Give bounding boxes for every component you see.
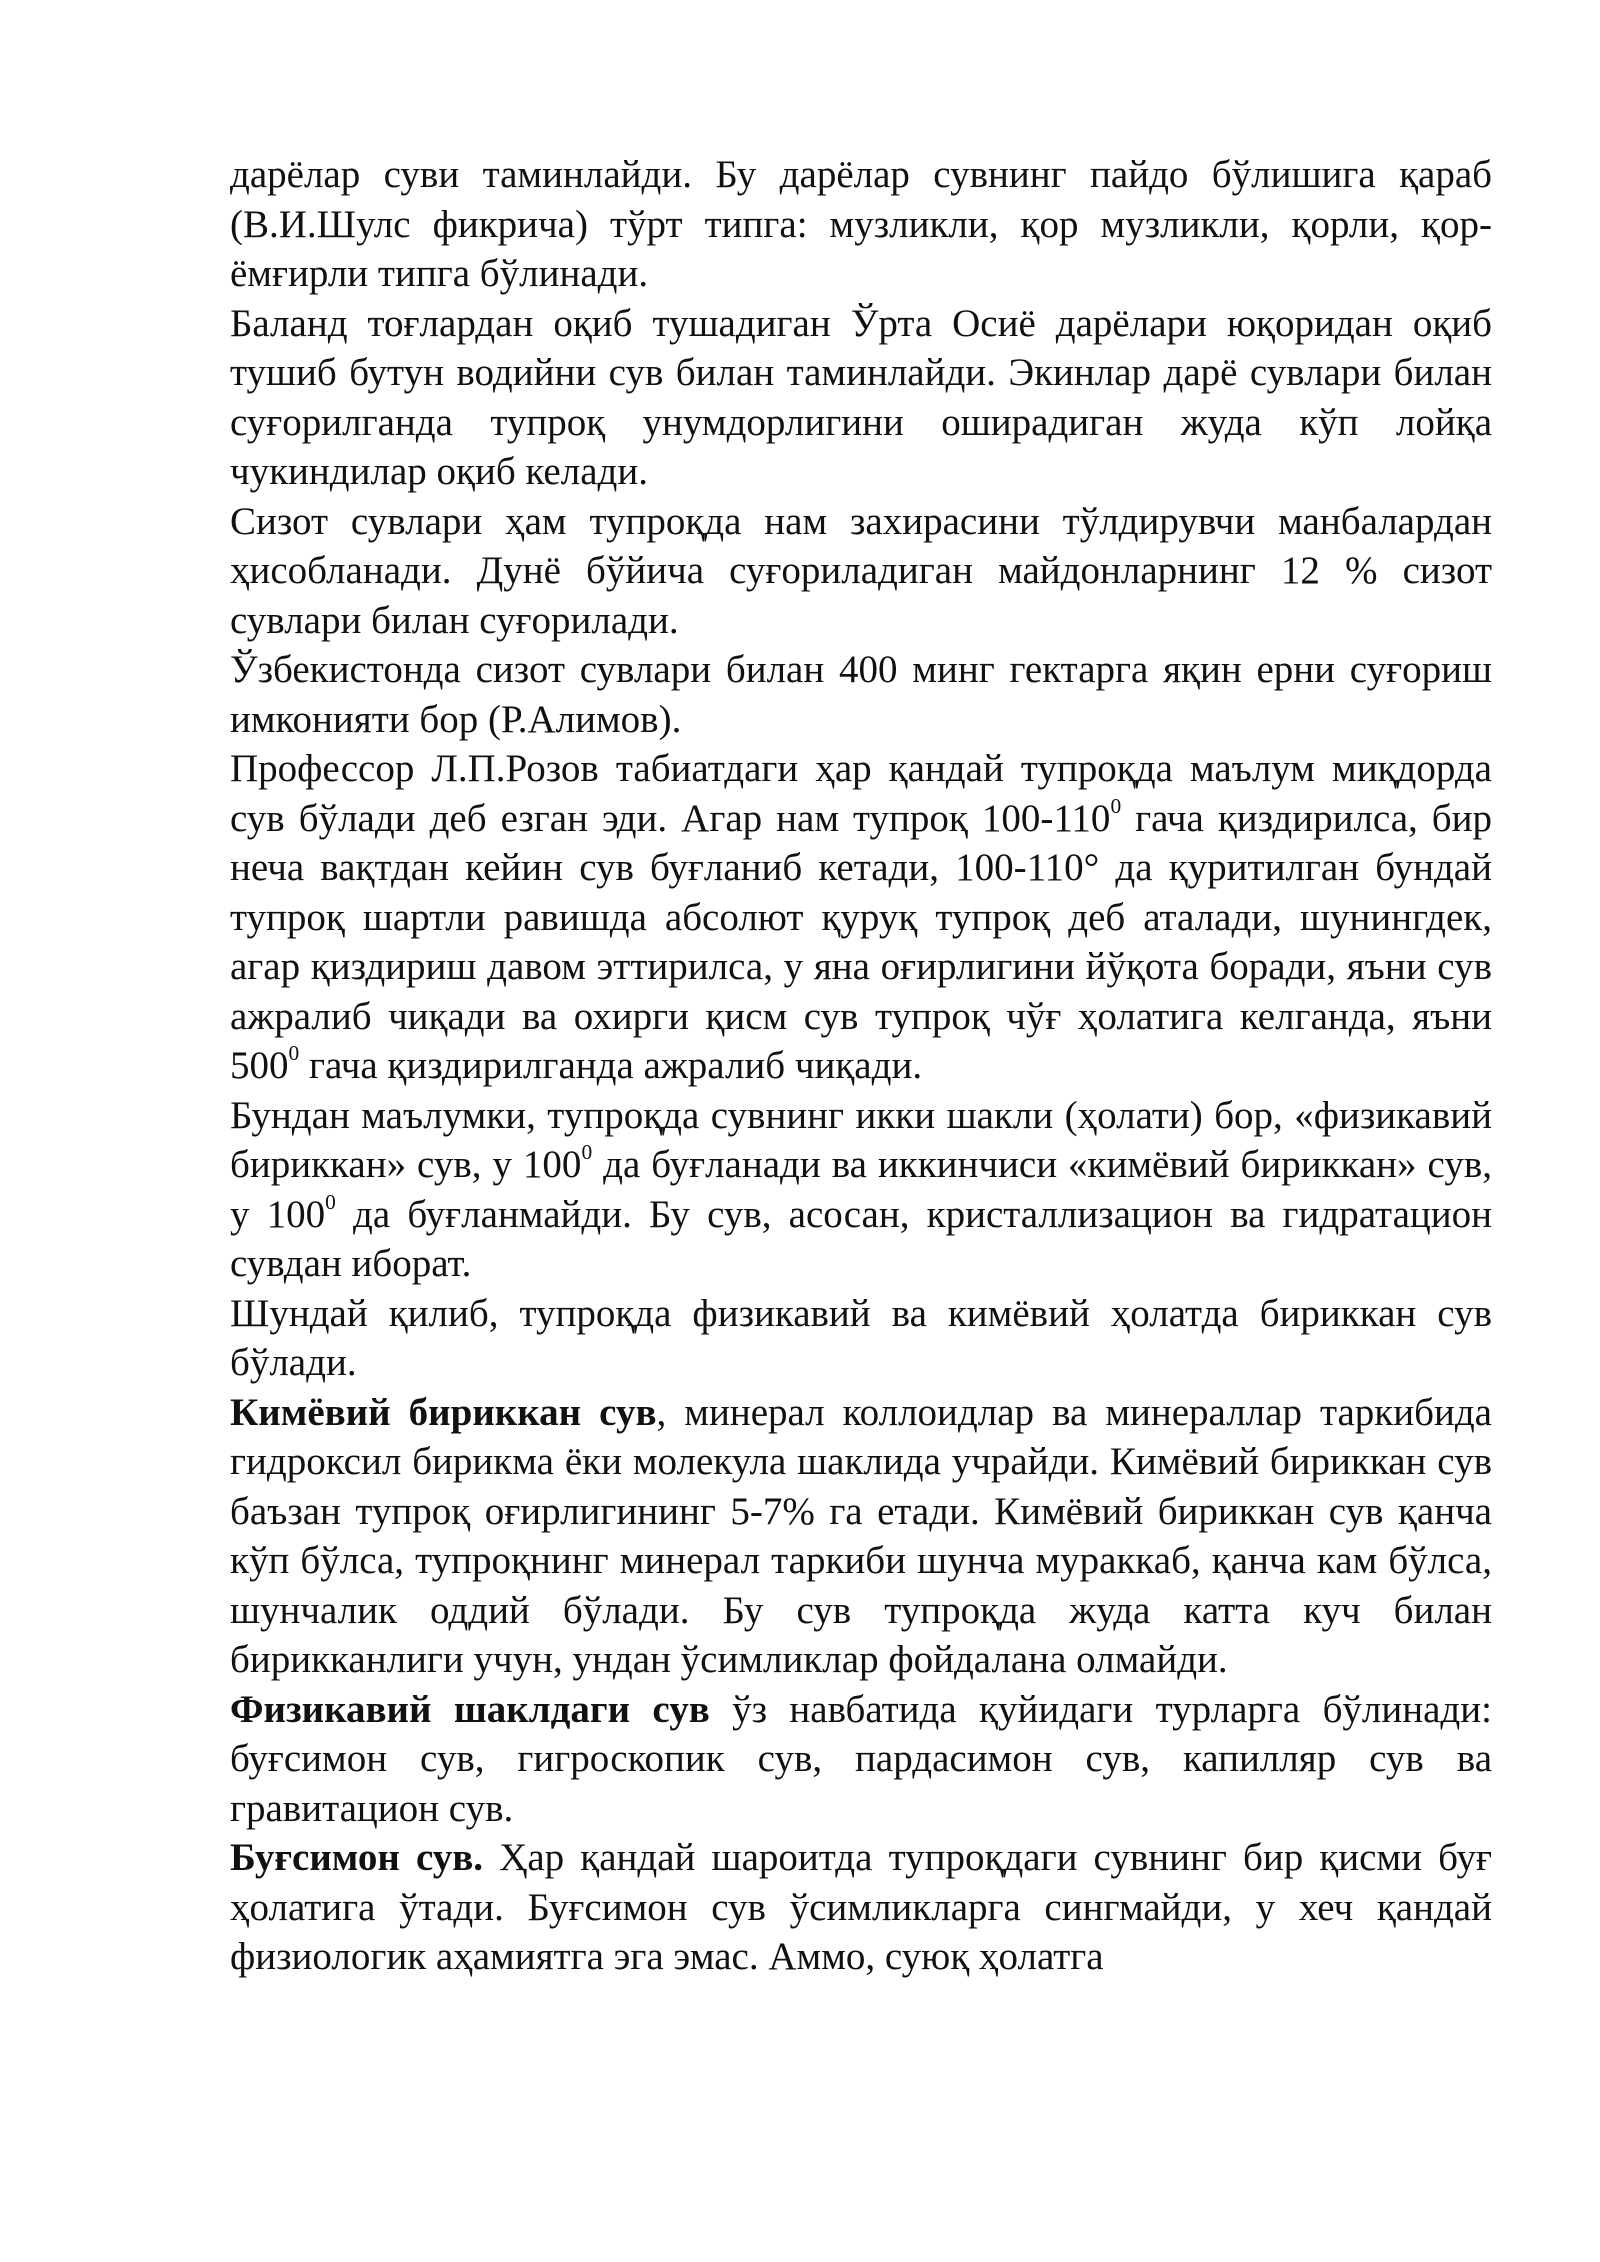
paragraph [230, 1091, 1492, 1289]
degree-superscript: 0 [1110, 793, 1122, 818]
text-run: Шундай қилиб, тупроқда физикавий ва кимёвий ҳолатда бириккан сув бўлади. [230, 1291, 1492, 1384]
text-run: , минерал коллоидлар ва минераллар таркибида гидроксил бирикма ёки молекула шаклида учрайди. Кимёвий бириккан сув баъзан тупроқ оғирлигининг 5-7% га етади. Кимёвий бириккан сув қанча кўп бўлса, тупроқнинг минерал таркиби шунча мураккаб, қанча кам бўлса, шунчалик оддий бўлади. Бу сув тупроқда жуда катта куч билан бирикканлиги учун, ундан ўсимликлар фойдалана олмайди. [230, 1390, 1492, 1681]
paragraph [230, 1685, 1492, 1834]
text-run: Баланд тоғлардан оқиб тушадиган Ўрта Осиё дарёлари юқоридан оқиб тушиб бутун водийни сув билан таминлайди. Экинлар дарё сувлари билан суғорилганда тупроқ унумдорлигини оширадиган жуда кўп лойқа чукиндилар оқиб келади. [230, 301, 1492, 493]
text-run: Ҳар қандай шароитда тупроқдаги сувнинг бир қисми буғ ҳолатига ўтади. Буғсимон сув ўсимликларга сингмайди, у хеч қандай физиологик аҳамиятга эга эмас. Аммо, суюқ ҳолатга [230, 1836, 1492, 1978]
text-run: гача қиздирилса, бир неча вақтдан кейин сув буғланиб кетади, 100-110° да қуритилган бундай тупроқ шартли равишда абсолют қуруқ тупроқ деб аталади, шунингдек, агар қиздириш давом эттирилса, у яна оғирлигини йўқота боради, яъни сув ажралиб чиқади ва охирги қисм сув тупроқ чўғ ҳолатига келганда, яъни 500 [230, 796, 1492, 1087]
text-run: дарёлар суви таминлайди. Бу дарёлар сувнинг пайдо бўлишига қараб (В.И.Шулс фикрича) тўрт типга: музликли, қор музликли, қорли, қор-ёмғирли типга бўлинади. [230, 153, 1492, 295]
text-run: ўз навбатида қуйидаги турларга бўлинади: буғсимон сув, гигроскопик сув, пардасимон сув, капилляр сув ва гравитацион сув. [230, 1687, 1492, 1830]
paragraph [230, 1388, 1492, 1685]
document-page [230, 150, 1492, 1982]
text-run: да буғланмайди. Бу сув, асосан, кристаллизацион ва гидратацион сувдан иборат. [230, 1192, 1493, 1285]
text-run: да буғланади ва иккинчиси «кимёвий бириккан» сув, у 100 [230, 1143, 1492, 1236]
text-run: Сизот сувлари ҳам тупроқда нам захирасини тўлдирувчи манбалардан ҳисобланади. Дунё бўйича суғориладиган майдонларнинг 12 % сизот сувлари билан суғорилади. [230, 499, 1492, 642]
paragraph [230, 1289, 1492, 1388]
text-run: Бундан маълумки, тупроқда сувнинг икки шакли (ҳолати) бор, «физикавий бириккан» сув, у 100 [230, 1093, 1492, 1186]
paragraph [230, 645, 1492, 744]
degree-superscript: 0 [581, 1139, 593, 1164]
paragraph [230, 1833, 1492, 1982]
text-run: гача қиздирилганда ажралиб чиқади. [299, 1044, 923, 1087]
paragraph [230, 299, 1492, 497]
paragraph [230, 744, 1492, 1091]
degree-superscript: 0 [325, 1189, 336, 1214]
text-run: Ўзбекистонда сизот сувлари билан 400 минг гектарга яқин ерни суғориш имконияти бор (Р.Алимов). [230, 648, 1492, 741]
paragraph [230, 497, 1492, 646]
term-heading: Кимёвий бириккан сув [230, 1390, 657, 1434]
term-heading: Физикавий шаклдаги сув [230, 1687, 710, 1731]
text-run: Профессор Л.П.Розов табиатдаги ҳар қандай тупроқда маълум миқдорда сув бўлади деб езган эди. Агар нам тупроқ 100-110 [230, 747, 1492, 840]
term-heading: Буғсимон сув. [230, 1836, 484, 1879]
paragraph [230, 150, 1492, 299]
degree-superscript: 0 [288, 1040, 300, 1065]
